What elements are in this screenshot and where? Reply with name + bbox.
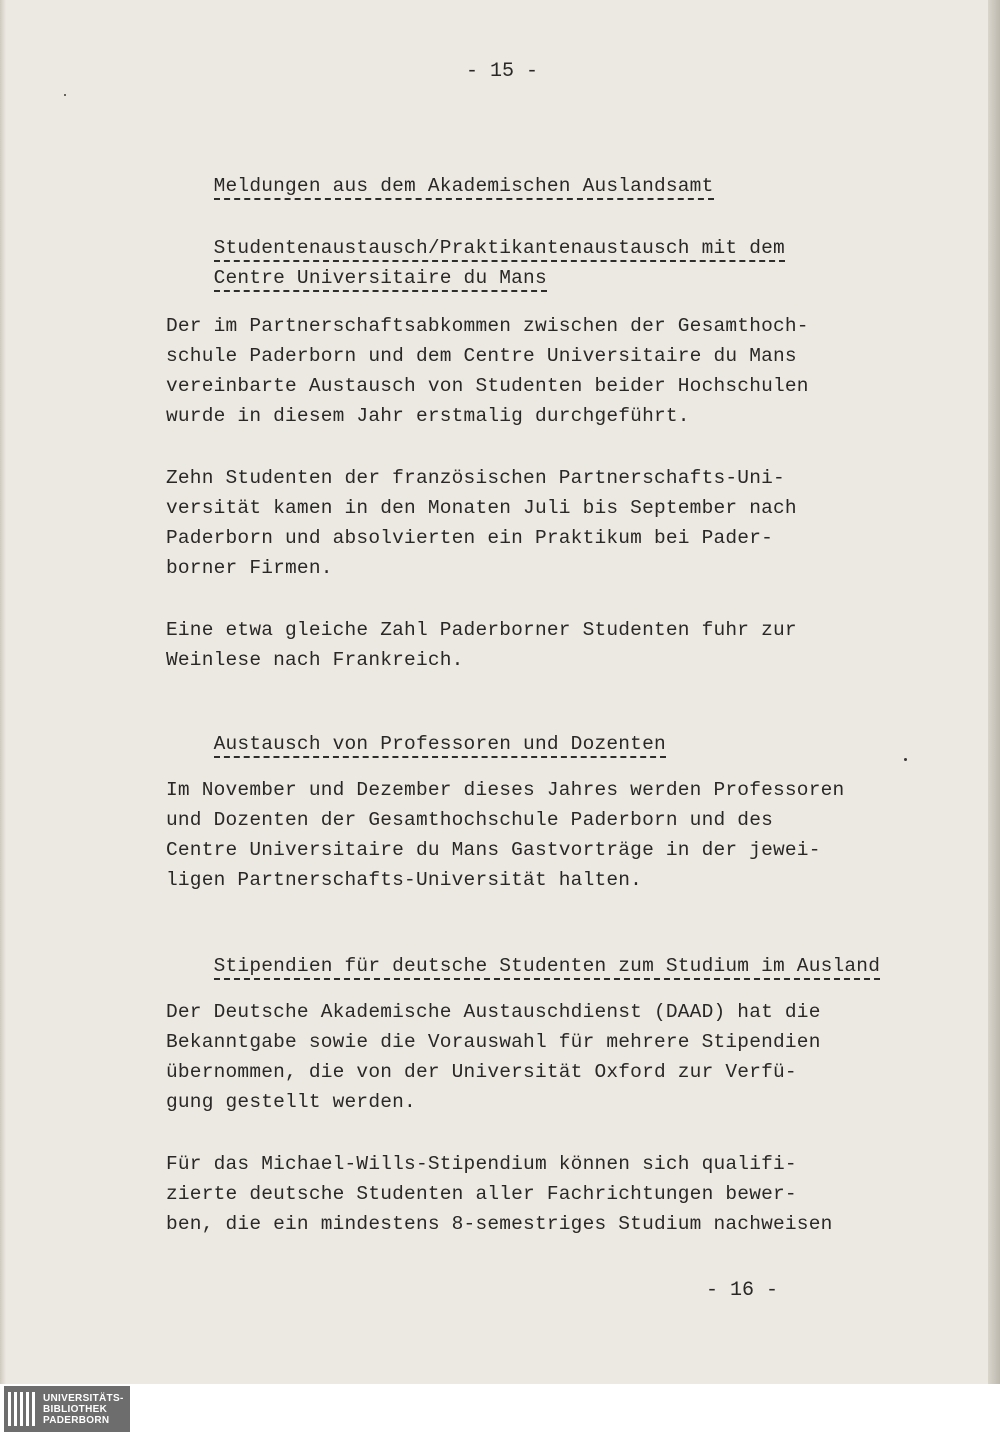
body-line: Centre Universitaire du Mans Gastvorträge in der jewei- [166,839,821,861]
body-line: Bekanntgabe sowie die Vorauswahl für mehrere Stipendien [166,1031,821,1053]
body-line: zierte deutsche Studenten aller Fachrichtungen bewer- [166,1183,797,1205]
body-line: Der Deutsche Akademische Austauschdienst (DAAD) hat die [166,1001,821,1023]
professors-heading [166,708,666,780]
body-line: wurde in diesem Jahr erstmalig durchgeführt. [166,405,690,427]
library-logo-icon [8,1392,35,1426]
exchange-heading-line2 [166,242,547,314]
scholarships-heading-text: Stipendien für deutsche Studenten zum Studium im Ausland [214,955,881,980]
logo-line-2: BIBLIOTHEK [43,1403,108,1415]
body-line: und Dozenten der Gesamthochschule Paderborn und des [166,809,773,831]
logo-line-3: PADERBORN [43,1414,110,1426]
show-through-texture [780,175,788,176]
paper-speck [904,758,907,761]
body-line: Zehn Studenten der französischen Partnerschafts-Uni- [166,467,785,489]
body-line: versität kamen in den Monaten Juli bis September nach [166,497,797,519]
body-line: Weinlese nach Frankreich. [166,649,464,671]
body-line: Der im Partnerschaftsabkommen zwischen der Gesamthoch- [166,315,809,337]
page-number-bottom: - 16 - [706,1279,779,1302]
body-line: Paderborn und absolvierten ein Praktikum bei Pader- [166,527,773,549]
scholarships-heading [166,930,880,1002]
body-line: übernommen, die von der Universität Oxford zur Verfü- [166,1061,797,1083]
body-line: ligen Partnerschafts-Universität halten. [166,869,643,891]
page-number-top: - 15 - [466,60,539,83]
body-line: vereinbarte Austausch von Studenten beider Hochschulen [166,375,809,397]
exchange-heading-text-2: Centre Universitaire du Mans [214,267,547,292]
library-logo-text [43,1393,124,1426]
body-line: gung gestellt werden. [166,1091,416,1113]
body-line: ben, die ein mindestens 8-semestriges Studium nachweisen [166,1213,833,1235]
body-line: borner Firmen. [166,557,333,579]
library-logo [4,1386,130,1432]
body-line: schule Paderborn und dem Centre Universitaire du Mans [166,345,797,367]
body-line: Eine etwa gleiche Zahl Paderborner Studenten fuhr zur [166,619,797,641]
logo-line-1: UNIVERSITÄTS- [43,1392,124,1404]
exchange-heading-text-1: Studentenaustausch/Praktikantenaustausch mit dem [214,237,785,262]
paper-speck [64,94,66,96]
footer-bar [0,1384,1000,1434]
body-line: Für das Michael-Wills-Stipendium können sich qualifi- [166,1153,797,1175]
body-line: Im November und Dezember dieses Jahres werden Professoren [166,779,845,801]
professors-heading-text: Austausch von Professoren und Dozenten [214,733,666,758]
binding-shadow [988,0,1000,1384]
page-left-edge [0,0,6,1384]
main-heading-text: Meldungen aus dem Akademischen Auslandsamt [214,175,714,200]
